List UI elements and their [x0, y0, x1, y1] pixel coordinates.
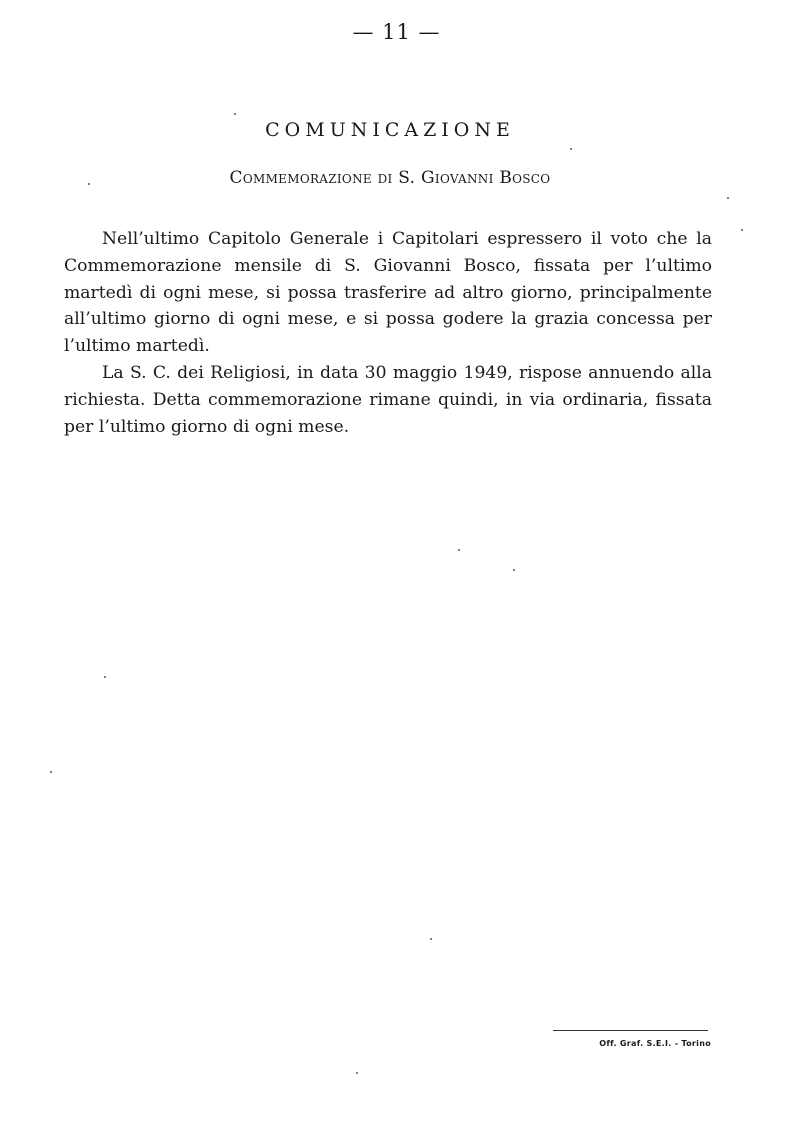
- scan-speck: [356, 1072, 358, 1074]
- scan-speck: [458, 549, 460, 551]
- section-title: COMUNICAZIONE: [265, 119, 515, 141]
- scan-speck: [234, 113, 236, 115]
- scan-speck: [570, 148, 572, 150]
- footer-rule: [553, 1030, 708, 1031]
- scan-speck: [430, 938, 432, 940]
- printer-imprint: Off. Graf. S.E.I. - Torino: [599, 1039, 711, 1048]
- scan-speck: [50, 771, 52, 773]
- scan-speck: [513, 569, 515, 571]
- page-number: — 11 —: [352, 20, 441, 44]
- scan-speck: [88, 183, 90, 185]
- scan-speck: [741, 229, 743, 231]
- paragraph-1: Nell’ultimo Capitolo Generale i Capitolari espressero il voto che la Commemorazione mensile di S. Giovanni Bosco, fissata per l’ultimo martedì di ogni mese, si possa trasferire ad altro giorno, principalmente all’ultimo giorno di ogni mese, e si possa godere la grazia concessa per l’ultimo martedì.: [64, 229, 712, 357]
- section-subtitle: Commemorazione di S. Giovanni Bosco: [229, 168, 551, 188]
- body-text: [64, 226, 712, 440]
- paragraph-2: La S. C. dei Religiosi, in data 30 maggio 1949, rispose annuendo alla richiesta. Detta commemorazione rimane quindi, in via ordinaria, fissata per l’ultimo giorno di ogni mese.: [64, 362, 712, 437]
- scan-speck: [727, 197, 729, 199]
- scan-speck: [104, 676, 106, 678]
